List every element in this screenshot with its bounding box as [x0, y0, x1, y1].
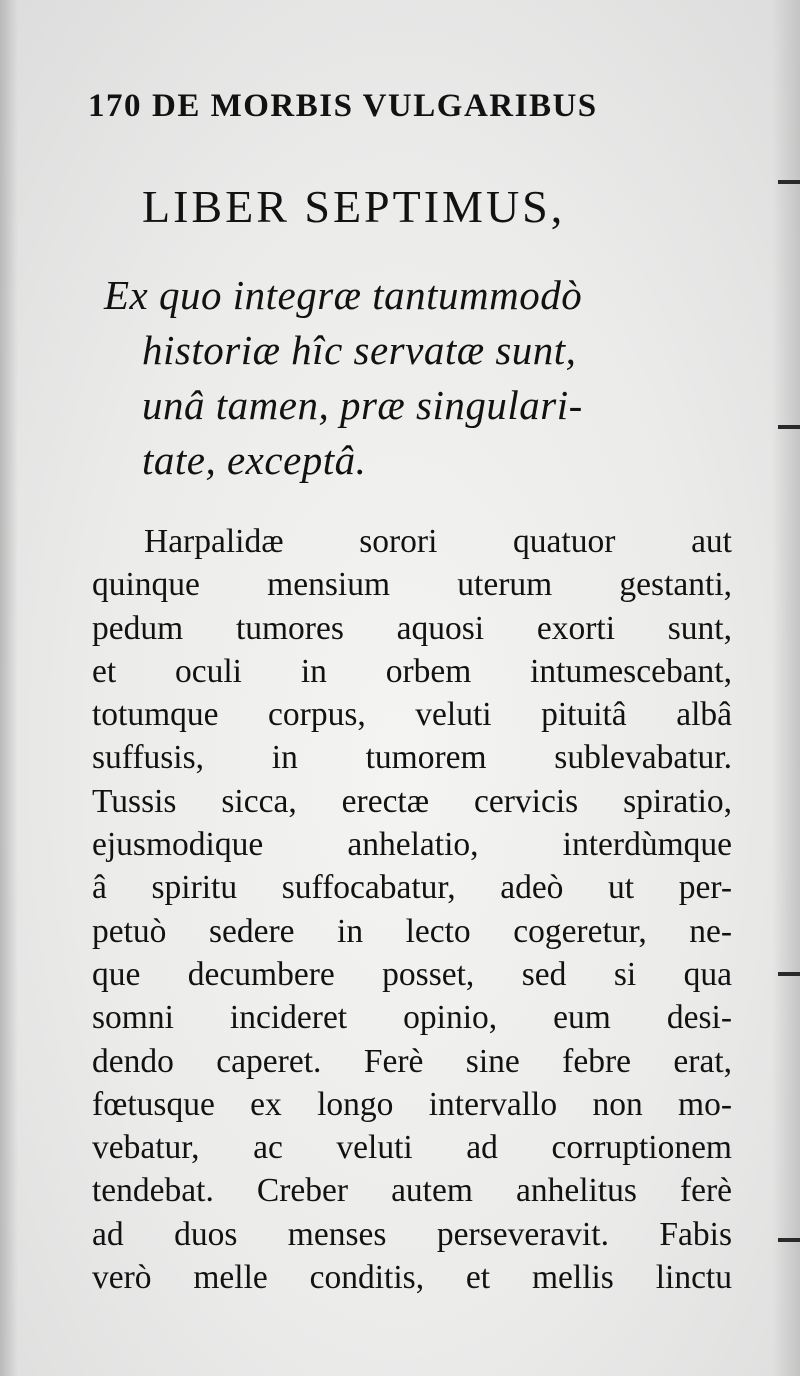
- page-edge: [772, 0, 800, 1376]
- edge-mark: [778, 1238, 800, 1242]
- edge-mark: [778, 180, 800, 184]
- subtitle-line: historiæ hîc servatæ sunt,: [142, 327, 577, 373]
- text-line: quinque mensium uterum gestanti,: [92, 566, 732, 604]
- text-line: verò melle conditis, et mellis linctu: [92, 1259, 732, 1297]
- body-paragraph: [92, 520, 732, 1299]
- subtitle-line: tate, exceptâ.: [142, 437, 367, 483]
- text-line: et oculi in orbem intumescebant,: [92, 652, 732, 690]
- text-line: pedum tumores aquosi exorti sunt,: [92, 609, 732, 647]
- edge-mark: [778, 425, 800, 429]
- chapter-title: LIBER SEPTIMUS,: [142, 181, 566, 232]
- text-line: Harpalidæ sorori quatuor aut: [144, 523, 732, 560]
- text-line: petuò sedere in lecto cogeretur, ne-: [92, 912, 732, 950]
- text-line: que decumbere posset, sed si qua: [92, 955, 732, 993]
- text-line: ejusmodique anhelatio, interdùmque: [92, 826, 732, 864]
- text-line: somni incideret opinio, eum desi-: [92, 999, 732, 1037]
- text-line: totumque corpus, veluti pituitâ albâ: [92, 696, 732, 734]
- edge-mark: [778, 972, 800, 976]
- text-line: â spiritu suffocabatur, adeò ut per-: [92, 869, 732, 907]
- gutter-shadow: [0, 0, 18, 1376]
- text-line: dendo caperet. Ferè sine febre erat,: [92, 1042, 732, 1080]
- text-line: ad duos menses perseveravit. Fabis: [92, 1215, 732, 1253]
- text-line: Tussis sicca, erectæ cervicis spiratio,: [92, 782, 732, 820]
- page-number: 170: [88, 88, 142, 124]
- running-head: [88, 88, 598, 125]
- chapter-subtitle: [104, 268, 744, 488]
- text-line: fœtusque ex longo intervallo non mo-: [92, 1085, 732, 1123]
- subtitle-line: unâ tamen, præ singulari-: [142, 382, 583, 428]
- running-title: DE MORBIS VULGARIBUS: [152, 88, 598, 124]
- subtitle-line: Ex quo integræ tantummodò: [104, 272, 583, 318]
- text-line: suffusis, in tumorem sublevabatur.: [92, 739, 732, 777]
- text-line: vebatur, ac veluti ad corruptionem: [92, 1129, 732, 1167]
- text-line: tendebat. Creber autem anhelitus ferè: [92, 1172, 732, 1210]
